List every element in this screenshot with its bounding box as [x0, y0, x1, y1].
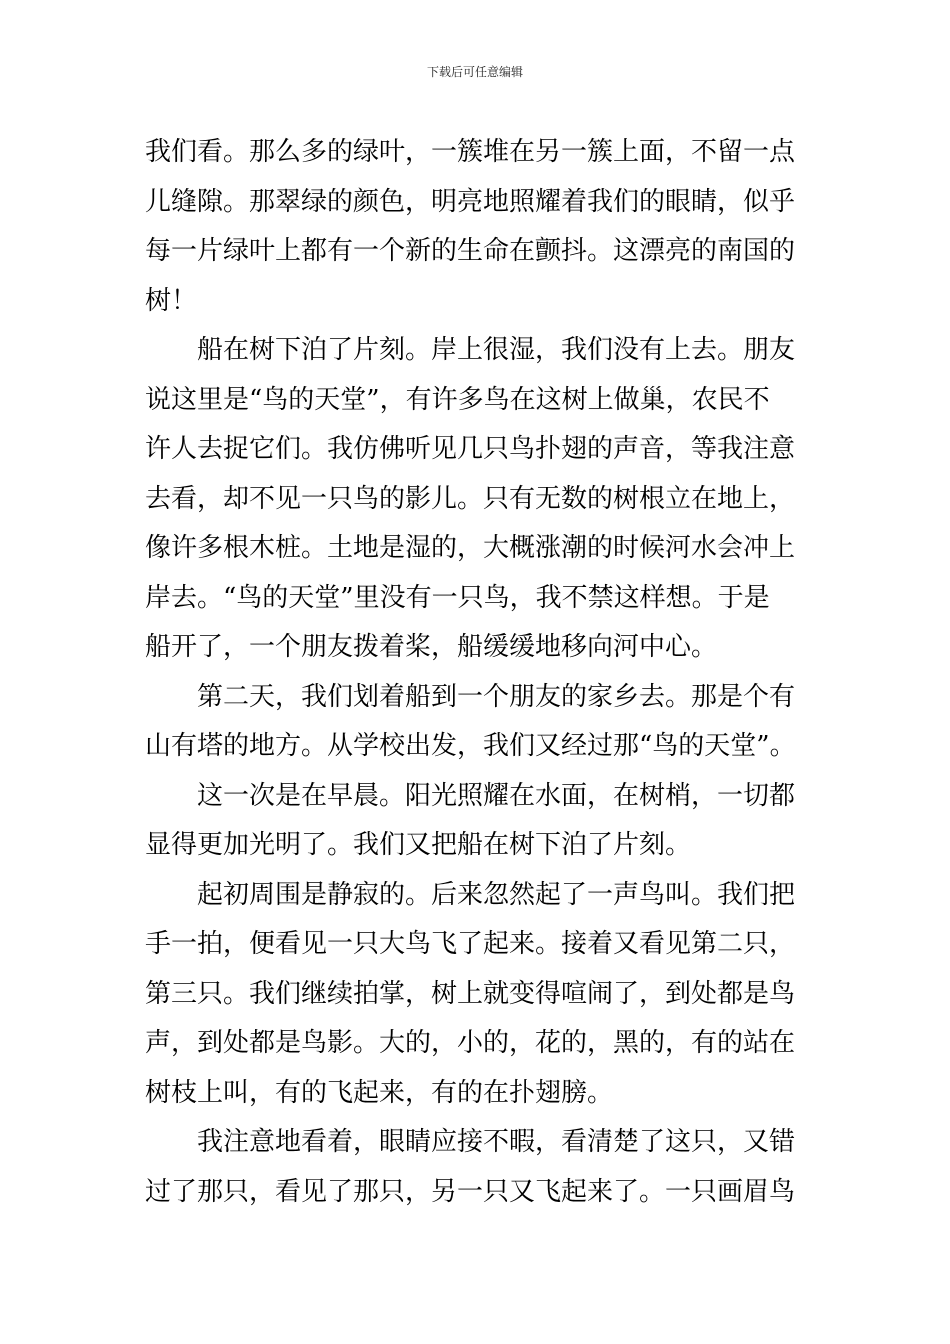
body-text: [145, 128, 815, 1217]
paragraph: [145, 326, 815, 673]
text-line: 去看，却不见一只鸟的影儿。只有无数的树根立在地上，: [145, 483, 796, 514]
text-line: 声，到处都是鸟影。大的，小的，花的，黑的，有的站在: [145, 1028, 796, 1058]
text-line: 山有塔的地方。从学校出发，我们又经过那“鸟的天堂”。: [145, 731, 796, 761]
text-line: 儿缝隙。那翠绿的颜色，明亮地照耀着我们的眼睛，似乎: [145, 186, 796, 217]
text-line: 第二天，我们划着船到一个朋友的家乡去。那是个有: [197, 681, 796, 712]
text-line: 起初周围是静寂的。后来忽然起了一声鸟叫。我们把: [197, 879, 796, 910]
text-line: 我们看。那么多的绿叶，一簇堆在另一簇上面，不留一点: [145, 137, 796, 167]
text-line: 船开了，一个朋友拨着桨，船缓缓地移向河中心。: [145, 632, 718, 662]
text-line: 显得更加光明了。我们又把船在树下泊了片刻。: [145, 830, 692, 860]
paragraph: [145, 128, 815, 326]
paragraph: [145, 1118, 815, 1217]
text-line: 手一拍，便看见一只大鸟飞了起来。接着又看见第二只，: [145, 929, 796, 959]
text-line: 树！: [145, 285, 198, 316]
page-header: 下载后可任意编辑: [426, 65, 523, 79]
paragraph: [145, 673, 815, 772]
text-line: 船在树下泊了片刻。岸上很湿，我们没有上去。朋友: [197, 335, 796, 365]
text-line: 这一次是在早晨。阳光照耀在水面，在树梢，一切都: [197, 780, 796, 811]
paragraph: [145, 772, 815, 871]
text-line: 第三只。我们继续拍掌，树上就变得喧闹了，到处都是鸟: [145, 978, 796, 1009]
text-line: 过了那只，看见了那只，另一只又飞起来了。一只画眉鸟: [145, 1176, 796, 1207]
paragraph: [145, 871, 815, 1119]
text-line: 我注意地看着，眼睛应接不暇，看清楚了这只，又错: [197, 1127, 796, 1157]
text-line: 说这里是“鸟的天堂”，有许多鸟在这树上做巢，农民不: [145, 384, 770, 415]
text-line: 树枝上叫，有的飞起来，有的在扑翅膀。: [145, 1077, 614, 1108]
text-line: 许人去捉它们。我仿佛听见几只鸟扑翅的声音，等我注意: [145, 434, 796, 464]
text-line: 像许多根木桩。土地是湿的，大概涨潮的时候河水会冲上: [145, 533, 796, 563]
text-line: 每一片绿叶上都有一个新的生命在颤抖。这漂亮的南国的: [145, 236, 796, 266]
text-line: 岸去。“鸟的天堂”里没有一只鸟，我不禁这样想。于是: [145, 582, 770, 613]
